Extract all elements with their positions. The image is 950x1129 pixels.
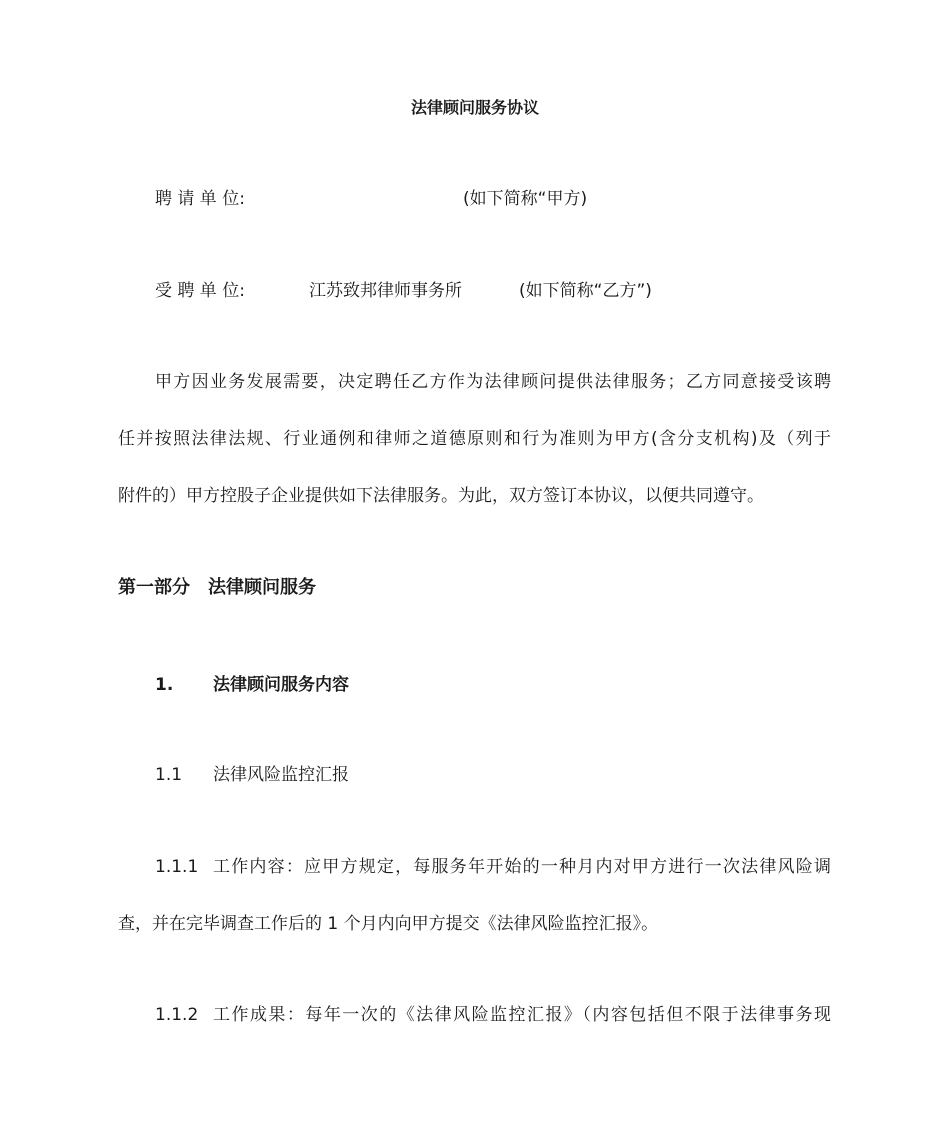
section1-1-1-line-1: 工作内容：应甲方规定，每服务年开始的一种月内对甲方进行一次法律风险调	[213, 857, 831, 877]
section1-1-2-number: 1.1.2	[155, 1005, 199, 1025]
contractor-value: 江苏致邦律师事务所	[309, 281, 462, 301]
section1-1-number: 1.1	[155, 765, 183, 785]
section1-title: 法律顾问服务内容	[213, 675, 349, 695]
section1-1-1-line-2: 查，并在完毕调查工作后的 1 个月内向甲方提交《法律风险监控汇报》。	[118, 914, 659, 934]
part1-heading: 第一部分 法律顾问服务	[118, 577, 316, 598]
section1-1-1-number: 1.1.1	[155, 857, 199, 877]
employer-alias: (如下简称“甲方)	[463, 189, 588, 209]
intro-line-2: 任并按照法律法规、行业通例和律师之道德原则和行为准则为甲方(含分支机构)及（列于	[118, 429, 831, 449]
intro-line-1: 甲方因业务发展需要，决定聘任乙方作为法律顾问提供法律服务；乙方同意接受该聘	[155, 372, 831, 392]
section1-1-title: 法律风险监控汇报	[213, 765, 349, 785]
contractor-label: 受 聘 单 位:	[155, 281, 245, 301]
section1-1-2-line-1: 工作成果：每年一次的《法律风险监控汇报》（内容包括但不限于法律事务现	[213, 1005, 831, 1025]
intro-line-3: 附件的）甲方控股子企业提供如下法律服务。为此，双方签订本协议，以便共同遵守。	[118, 486, 764, 506]
contractor-alias: (如下简称“乙方”)	[519, 281, 652, 301]
section1-number: 1.	[155, 675, 174, 695]
document-title: 法律顾问服务协议	[410, 98, 539, 117]
employer-label: 聘 请 单 位:	[155, 189, 245, 209]
